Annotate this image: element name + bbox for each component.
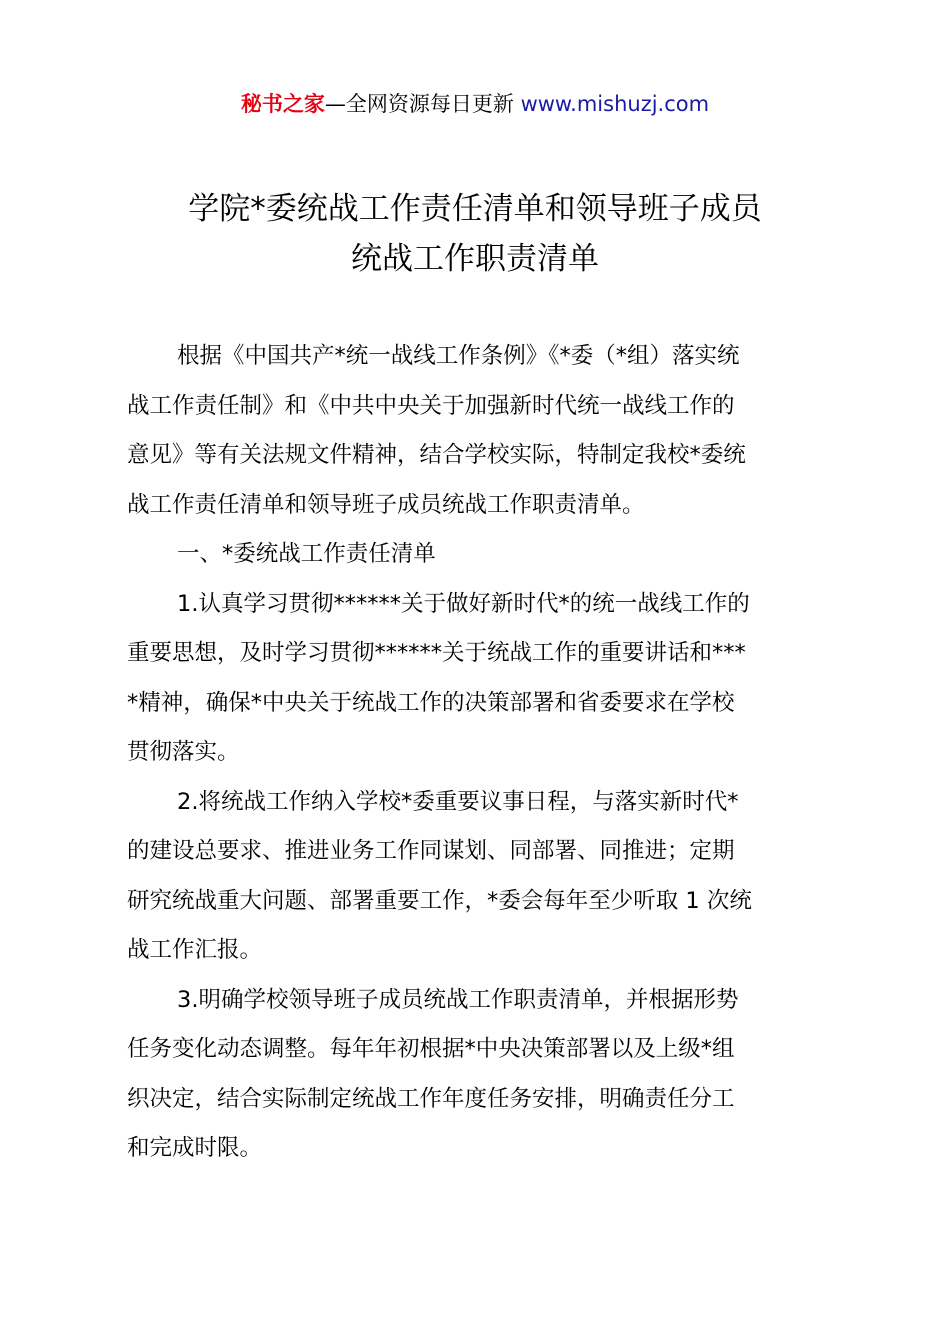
item-3-paragraph	[127, 976, 833, 1174]
text-line: 战工作责任清单和领导班子成员统战工作职责清单。	[127, 491, 645, 518]
site-tagline: —全网资源每日更新	[324, 92, 521, 116]
item-2-paragraph	[127, 778, 833, 976]
text-line: 和完成时限。	[127, 1135, 263, 1161]
text-line: 一、*委统战工作责任清单	[177, 541, 436, 567]
site-brand: 秘书之家	[240, 92, 325, 116]
site-header	[0, 88, 950, 120]
text-line: 意见》等有关法规文件精神，结合学校实际，特制定我校*委统	[127, 442, 746, 468]
text-line: *精神，确保*中央关于统战工作的决策部署和省委要求在学校	[127, 689, 735, 716]
text-line: 2.将统战工作纳入学校*委重要议事日程，与落实新时代*	[177, 788, 739, 815]
text-line: 战工作汇报。	[127, 937, 263, 963]
text-line: 重要思想，及时学习贯彻******关于统战工作的重要讲话和***	[127, 640, 746, 666]
text-line: 织决定，结合实际制定统战工作年度任务安排，明确责任分工	[127, 1085, 735, 1112]
intro-paragraph	[127, 332, 833, 530]
title-line-1: 学院*委统战工作责任清单和领导班子成员	[188, 191, 762, 227]
text-line: 研究统战重大问题、部署重要工作，*委会每年至少听取 1 次统	[127, 887, 752, 914]
item-1-paragraph	[127, 580, 833, 778]
text-line: 贯彻落实。	[127, 739, 240, 765]
text-line: 的建设总要求、推进业务工作同谋划、同部署、同推进；定期	[127, 838, 735, 864]
text-line: 3.明确学校领导班子成员统战工作职责清单，并根据形势	[177, 986, 739, 1013]
text-line: 战工作责任制》和《中共中央关于加强新时代统一战线工作的	[127, 392, 735, 419]
document-title	[0, 184, 950, 284]
title-line-2: 统战工作职责清单	[351, 241, 599, 277]
text-line: 根据《中国共产*统一战线工作条例》《*委（*组）落实统	[177, 343, 740, 369]
section-1-heading	[127, 530, 833, 580]
document-body	[127, 332, 833, 1174]
text-line: 任务变化动态调整。每年年初根据*中央决策部署以及上级*组	[127, 1036, 735, 1062]
text-line: 1.认真学习贯彻******关于做好新时代*的统一战线工作的	[177, 590, 750, 617]
site-url-link[interactable]: www.mishuzj.com	[520, 92, 710, 116]
